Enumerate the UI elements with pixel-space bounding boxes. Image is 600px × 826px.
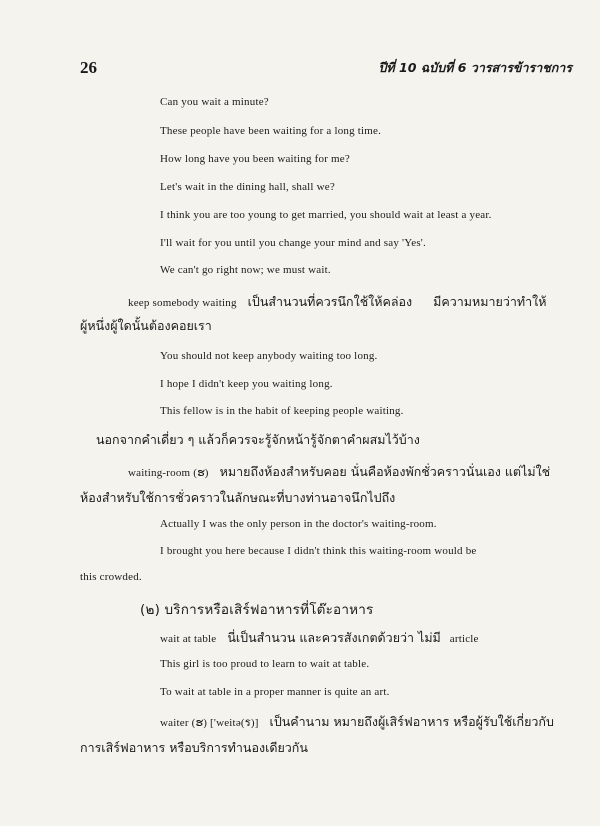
article-word: article — [449, 633, 479, 645]
page-header — [80, 58, 572, 82]
example-sentence: Let's wait in the dining hall, shall we? — [160, 181, 335, 193]
example-sentence: You should not keep anybody waiting too long. — [160, 350, 378, 362]
idiom-definition — [128, 292, 546, 312]
example-sentence: I'll wait for you until you change your mind and say 'Yes'. — [160, 237, 426, 249]
example-sentence: These people have been waiting for a long time. — [160, 125, 382, 137]
thai-explanation: มีความหมายว่าทำให้ — [433, 294, 547, 309]
example-sentence: This girl is too proud to learn to wait at table. — [160, 658, 370, 670]
thai-explanation: หมายถึงห้องสำหรับคอย นั่นคือห้องพักชั่วคราวนั่นเอง แต่ไม่ใช่ — [219, 464, 551, 479]
example-sentence: To wait at table in a proper manner is quite an art. — [160, 686, 390, 698]
thai-explanation: เป็นคำนาม หมายถึงผู้เสิร์ฟอาหาร หรือผู้รับใช้เกี่ยวกับ — [269, 714, 554, 729]
example-sentence: I hope I didn't keep you waiting long. — [160, 378, 333, 390]
term-word: waiter (ຮ) ['weitə(ร)] — [160, 717, 259, 729]
thai-explanation: เป็นสำนวนที่ควรนึกใช้ให้คล่อง — [247, 294, 413, 309]
thai-explanation-cont: การเสิร์ฟอาหาร หรือบริการทำนองเดียวกัน — [80, 740, 308, 755]
example-sentence: Actually I was the only person in the doctor's waiting-room. — [160, 518, 437, 530]
section-heading: (๒) บริการหรือเสิร์ฟอาหารที่โต๊ะอาหาร — [140, 602, 374, 618]
term-definition — [128, 462, 550, 482]
term-definition — [160, 712, 554, 732]
example-sentence: How long have you been waiting for me? — [160, 153, 350, 165]
example-sentence: I think you are too young to get married, you should wait at least a year. — [160, 209, 492, 221]
page-number: 26 — [80, 58, 97, 77]
thai-explanation-cont: ผู้หนึ่งผู้ใดนั้นต้องคอยเรา — [80, 318, 212, 333]
example-sentence-cont: this crowded. — [80, 571, 142, 583]
example-sentence: We can't go right now; we must wait. — [160, 264, 331, 276]
idiom-definition — [160, 628, 479, 648]
term-word: waiting-room (ຮ) — [128, 467, 209, 479]
idiom-term: wait at table — [160, 633, 217, 645]
example-sentence: I brought you here because I didn't think this waiting-room would be — [160, 545, 477, 557]
example-sentence: Can you wait a minute? — [160, 96, 269, 108]
example-sentence: This fellow is in the habit of keeping people waiting. — [160, 405, 404, 417]
running-head: ปีที่ 10 ฉบับที่ 6 วารสารข้าราชการ — [378, 60, 572, 75]
section-intro: นอกจากคำเดี่ยว ๆ แล้วก็ควรจะรู้จักหน้ารู้จักตาคำผสมไว้บ้าง — [96, 432, 420, 447]
thai-explanation: นี่เป็นสำนวน และควรสังเกตด้วยว่า ไม่มี — [227, 630, 441, 645]
thai-explanation-cont: ห้องสำหรับใช้การชั่วคราวในลักษณะที่บางท่านอาจนึกไปถึง — [80, 490, 396, 505]
idiom-term: keep somebody waiting — [128, 297, 237, 309]
